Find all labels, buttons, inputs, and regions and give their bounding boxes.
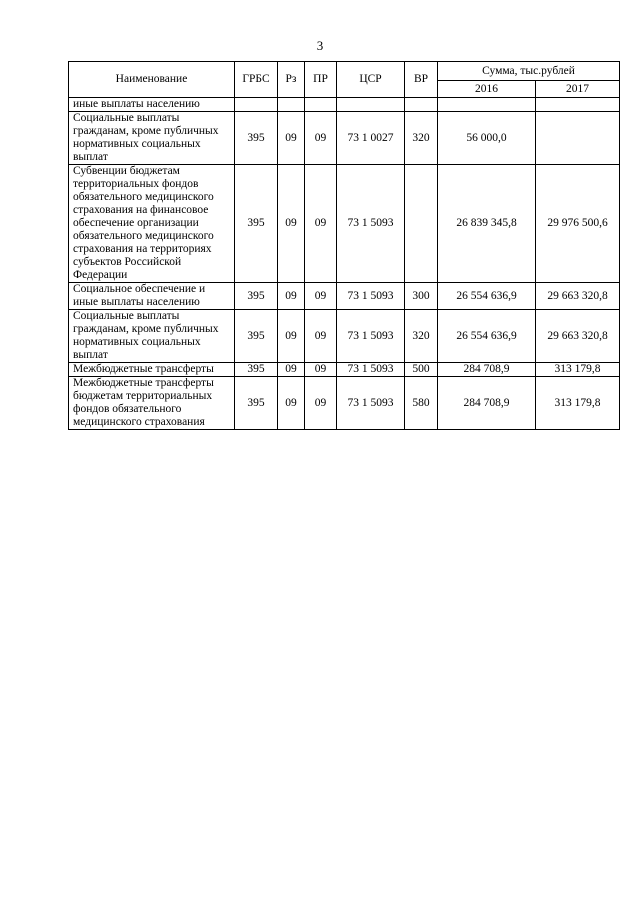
header-name: Наименование: [69, 62, 235, 98]
row-grbs: 395: [235, 377, 278, 430]
budget-table: [68, 61, 620, 430]
row-csr: 73 1 5093: [337, 363, 405, 377]
table-row: [69, 165, 620, 283]
row-sum-2017: 313 179,8: [536, 377, 620, 430]
row-rz: 09: [278, 377, 305, 430]
row-grbs: 395: [235, 363, 278, 377]
header-pr: ПР: [305, 62, 337, 98]
row-vr: 500: [405, 363, 438, 377]
table-row: [69, 310, 620, 363]
row-sum-2017: [536, 112, 620, 165]
row-sum-2017: 29 663 320,8: [536, 283, 620, 310]
header-vr: ВР: [405, 62, 438, 98]
row-grbs: 395: [235, 310, 278, 363]
row-sum-2016: 26 554 636,9: [438, 310, 536, 363]
row-name: Межбюджетные трансферты: [69, 363, 235, 377]
table-row: [69, 283, 620, 310]
row-csr: 73 1 0027: [337, 112, 405, 165]
row-grbs: 395: [235, 112, 278, 165]
row-rz: 09: [278, 363, 305, 377]
row-sum-2016: 56 000,0: [438, 112, 536, 165]
row-name: Межбюджетные трансферты бюджетам территориальных фондов обязательного медицинского страхования: [69, 377, 235, 430]
row-rz: 09: [278, 165, 305, 283]
row-vr: [405, 98, 438, 112]
row-sum-2016: 26 839 345,8: [438, 165, 536, 283]
table-row: [69, 112, 620, 165]
row-sum-2016: 284 708,9: [438, 377, 536, 430]
row-sum-2017: 313 179,8: [536, 363, 620, 377]
row-sum-2016: 26 554 636,9: [438, 283, 536, 310]
row-pr: 09: [305, 310, 337, 363]
row-csr: [337, 98, 405, 112]
row-name: иные выплаты населению: [69, 98, 235, 112]
row-pr: 09: [305, 112, 337, 165]
row-pr: 09: [305, 283, 337, 310]
row-pr: 09: [305, 363, 337, 377]
row-csr: 73 1 5093: [337, 165, 405, 283]
table-row: [69, 98, 620, 112]
header-year-2017: 2017: [536, 81, 620, 98]
row-rz: 09: [278, 283, 305, 310]
row-grbs: [235, 98, 278, 112]
row-sum-2017: 29 663 320,8: [536, 310, 620, 363]
row-vr: 580: [405, 377, 438, 430]
row-sum-2016: 284 708,9: [438, 363, 536, 377]
row-csr: 73 1 5093: [337, 310, 405, 363]
row-vr: [405, 165, 438, 283]
row-pr: [305, 98, 337, 112]
row-vr: 320: [405, 310, 438, 363]
row-grbs: 395: [235, 283, 278, 310]
row-csr: 73 1 5093: [337, 377, 405, 430]
row-sum-2016: [438, 98, 536, 112]
row-pr: 09: [305, 165, 337, 283]
row-name: Субвенции бюджетам территориальных фондов обязательного медицинского страхования на финансовое обеспечение организации обязательного медицинского страхования на территориях субъектов Российской Федерации: [69, 165, 235, 283]
header-rz: Рз: [278, 62, 305, 98]
table-body: [69, 98, 620, 430]
row-csr: 73 1 5093: [337, 283, 405, 310]
table-row: [69, 377, 620, 430]
header-csr: ЦСР: [337, 62, 405, 98]
table-row: [69, 363, 620, 377]
header-year-2016: 2016: [438, 81, 536, 98]
row-rz: [278, 98, 305, 112]
header-grbs: ГРБС: [235, 62, 278, 98]
page-number: 3: [316, 38, 324, 53]
header-row: [69, 62, 620, 81]
row-name: Социальные выплаты гражданам, кроме публичных нормативных социальных выплат: [69, 310, 235, 363]
row-vr: 300: [405, 283, 438, 310]
row-rz: 09: [278, 112, 305, 165]
row-sum-2017: 29 976 500,6: [536, 165, 620, 283]
row-grbs: 395: [235, 165, 278, 283]
row-name: Социальные выплаты гражданам, кроме публичных нормативных социальных выплат: [69, 112, 235, 165]
row-name: Социальное обеспечение и иные выплаты населению: [69, 283, 235, 310]
row-rz: 09: [278, 310, 305, 363]
row-pr: 09: [305, 377, 337, 430]
row-sum-2017: [536, 98, 620, 112]
row-vr: 320: [405, 112, 438, 165]
header-sum: Сумма, тыс.рублей: [438, 62, 620, 81]
